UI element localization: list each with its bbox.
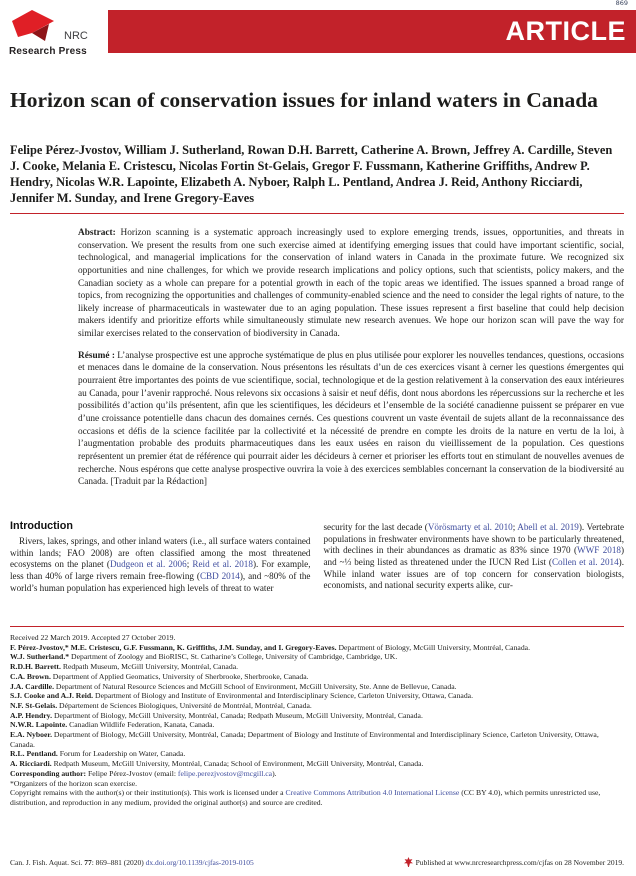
affiliation-author: R.L. Pentland.	[10, 749, 60, 759]
text-segment: ;	[512, 522, 518, 532]
text-segment: ;	[186, 559, 193, 570]
article-type-banner: ARTICLE	[108, 10, 636, 53]
inline-link[interactable]: dx.doi.org/10.1139/cjfas-2019-0105	[145, 858, 254, 867]
affiliation-author: E.A. Nyboer.	[10, 730, 54, 740]
intro-column-left	[10, 520, 311, 594]
bold-lead-text: Abstract:	[78, 228, 121, 238]
affiliation-detail: Redpath Museum, McGill University, Montréal, Canada; School of Environment, McGill University, Montréal, Canada.	[53, 759, 424, 769]
citation-link[interactable]: Reid et al. 2018	[192, 559, 253, 570]
organizers-footnote: *Organizers of the horizon scan exercise.	[10, 778, 138, 788]
footnotes-section	[10, 633, 624, 808]
affiliation-detail: Department of Zoology and BioRISC, St. Catharine’s College, University of Cambridge, Cambridge, UK.	[71, 652, 398, 662]
affiliation-entry	[10, 720, 624, 730]
abstract-paragraph	[78, 227, 624, 341]
text-segment: L’analyse prospective est une approche systématique de plus en plus utilisée pour explorer les nouvelles tendances, questions, occasions et menaces dans le domaine de la conservation. Nous présentons les résultats d’un de ces exercices visant à cerner les questions émergentes qui pourraient être importantes des points de vue scientifique, social, technologique et de la gestion relativement à la conservation des eaux intérieures au Canada, pour l’avenir rapproché. Nous relevons six occasions à saisir et neuf défis, dont nous abordons les répercussions sur la recherche et les possibilités d’action qu’ils présentent, afin que les scientifiques, les décideurs et l’ensemble de la société canadienne puissent se préparer en vue d’une croissance potentielle dans chacun des domaines cernés. Ces questions couvrent un vaste éventail de sujets allant de la reconnaissance des occasions et défis de la science facilitée par la collectivité et la nécessité de prendre en compte les droits de la nature en vertu de la loi, à l’augmentation probable des produits pharmaceutiques dans les eaux usées en raison du vieillissement de la population. Ces questions représentent un premier état de référence qui pourrait aider les décideurs à cerner et prioriser les efforts tout en stimulant de nouvelles avenues de recherche. Nous espérons que cette analyse prospective ouvrira la voie à des exercices semblables concernant la conservation de la biodiversité au Canada. [Traduit par la Rédaction]	[78, 350, 624, 488]
affiliation-entry	[10, 749, 624, 759]
affiliations-list	[10, 643, 624, 769]
affiliation-detail: Department of Biology, McGill University, Montréal, Canada.	[338, 642, 531, 652]
affiliation-author: C.A. Brown.	[10, 671, 53, 681]
bold-lead-text: 77	[84, 858, 92, 867]
affiliation-entry	[10, 672, 624, 682]
published-at-text: Published at www.nrcresearchpress.com/cjfas on 28 November 2019.	[415, 857, 624, 867]
text-segment: Copyright remains with the author(s) or their institution(s). This work is licensed under a	[10, 788, 286, 798]
bold-lead-text: Résumé :	[78, 350, 118, 361]
affiliation-author: N.F. St-Gelais.	[10, 700, 60, 710]
text-segment: Can. J. Fish. Aquat. Sci.	[10, 858, 85, 867]
divider-rule-footnotes	[10, 626, 624, 627]
text-segment: ). Vertebrate populations in freshwater environments have shown to be particularly threatened, with declines in their abundances as dramatic as 83% since 1970 (	[323, 522, 624, 556]
nrc-logo-mark	[8, 10, 64, 50]
affiliation-author: S.J. Cooke and A.J. Reid.	[10, 691, 96, 701]
citation-link[interactable]: Vörösmarty et al. 2010	[427, 522, 513, 532]
divider-rule-top	[10, 213, 624, 214]
author-list: Felipe Pérez-Jvostov, William J. Sutherland, Rowan D.H. Barrett, Catherine A. Brown, Jeffrey A. Cardille, Steven J. Cooke, Melania E. Cristescu, Nicolas Fortin St-Gelais, Gregor F. Fussmann, Katherine Griffiths, Andrew P. Hendry, Nicolas W.R. Lapointe, Elizabeth A. Nyboer, Ralph L. Pentland, Andrea J. Reid, Anthony Ricciardi, Jennifer M. Sunday, and Irene Gregory-Eaves	[10, 143, 613, 206]
corresponding-author-line	[10, 769, 624, 779]
bold-lead-text: Corresponding author:	[10, 768, 89, 778]
text-segment: ) and ~⅓ being listed as threatened under the IUCN Red List (	[323, 545, 624, 567]
text-segment: security for the last decade (	[323, 522, 428, 532]
affiliation-detail: Department of Biology, McGill University, Montréal, Canada; Redpath Museum, McGill University, Montréal, Canada.	[53, 710, 423, 720]
affiliation-author: J.A. Cardille.	[10, 681, 56, 691]
journal-citation	[10, 858, 254, 867]
intro-column-right	[324, 520, 625, 594]
publication-note	[404, 857, 624, 867]
affiliation-detail: Department of Biology, McGill University, Montréal, Canada; Department of Biology and Institute of Environmental and Interdisciplinary Science, Carleton University, Ottawa, Canada.	[10, 730, 599, 749]
text-segment: Rivers, lakes, springs, and other inland waters (i.e., all surface waters contained within lands; FAO 2008) are often classified among the most threatened ecosystems on the planet (	[10, 536, 311, 570]
affiliation-entry	[10, 643, 624, 653]
affiliation-detail: Forum for Leadership on Water, Canada.	[59, 749, 186, 759]
page-number: 869	[615, 0, 628, 7]
inline-link[interactable]: Creative Commons Attribution 4.0 International License	[285, 788, 460, 798]
affiliation-author: W.J. Sutherland.*	[10, 652, 72, 662]
citation-link[interactable]: CBD 2014	[199, 570, 240, 581]
affiliation-entry	[10, 759, 624, 769]
resume-paragraph	[78, 350, 624, 489]
affiliation-entry	[10, 682, 624, 692]
affiliation-detail: Department of Biology and Institute of Environmental and Interdisciplinary Science, Carleton University, Ottawa, Canada.	[95, 691, 474, 701]
affiliation-entry	[10, 730, 624, 749]
text-segment: Felipe Pérez-Jvostov (email:	[88, 768, 178, 778]
received-accepted-dates: Received 22 March 2019. Accepted 27 October 2019.	[10, 633, 176, 642]
citation-link[interactable]: WWF 2018	[577, 545, 621, 556]
logo-text-nrc: NRC	[64, 30, 88, 42]
affiliation-author: R.D.H. Barrett.	[10, 662, 63, 672]
affiliation-entry	[10, 652, 624, 662]
page-header	[0, 10, 636, 57]
text-segment: ). While inland water issues are of top concern for conservation biologists, economists, and national security experts alike, cur-	[323, 556, 624, 591]
intro-paragraph-right	[324, 522, 625, 592]
logo-text-research-press: Research Press	[9, 46, 87, 57]
text-segment: ).	[272, 768, 277, 778]
article-title: Horizon scan of conservation issues for inland waters in Canada	[10, 88, 598, 113]
affiliation-detail: Department of Natural Resource Sciences and McGill School of Environment, McGill University, Ste. Anne de Bellevue, Canada.	[55, 681, 457, 691]
affiliation-entry	[10, 711, 624, 721]
nrc-research-press-logo	[0, 10, 108, 62]
affiliation-author: N.W.R. Lapointe.	[10, 720, 70, 730]
affiliation-author: A. Ricciardi.	[10, 759, 54, 769]
citation-link[interactable]: Dudgeon et al. 2006	[109, 559, 187, 570]
affiliation-entry	[10, 662, 624, 672]
abstract-section	[78, 227, 624, 498]
affiliation-author: A.P. Hendry.	[10, 710, 54, 720]
affiliation-entry	[10, 691, 624, 701]
intro-paragraph-left	[10, 536, 311, 594]
introduction-section	[10, 520, 624, 594]
text-segment: ), and ~80% of the world’s human population has experienced high levels of threat to water	[10, 570, 311, 593]
text-segment: : 869–881 (2020)	[91, 858, 146, 867]
affiliation-entry	[10, 701, 624, 711]
page-footer	[10, 857, 624, 867]
copyright-notice	[10, 788, 624, 807]
affiliation-detail: Canadian Wildlife Federation, Kanata, Canada.	[69, 720, 215, 730]
affiliation-author: F. Pérez-Jvostov,* M.E. Cristescu, G.F. Fussmann, K. Griffiths, J.M. Sunday, and I. Gregory-Eaves.	[10, 642, 339, 652]
citation-link[interactable]: Abell et al. 2019	[517, 522, 579, 532]
text-segment: (CC BY 4.0), which permits unrestricted use, distribution, and reproduction in any medium, provided the original author(s) and source are credited.	[10, 788, 601, 807]
introduction-heading: Introduction	[10, 520, 73, 532]
text-segment: ). For example, less than 40% of large rivers remain free-flowing (	[10, 559, 311, 581]
affiliation-detail: Department of Applied Geomatics, University of Sherbrooke, Sherbrooke, Canada.	[52, 671, 309, 681]
text-segment: Horizon scanning is a systematic approach increasingly used to explore emerging trends, issues, opportunities, and threats in conservation. We present the results from one such exercise aimed at identifying emerging issues that could have important scientific, social, technological, and managerial implications for the conservation of inland waters in Canada in the proximate future. We recognized six opportunities and nine challenges, for which we provide research implications and policy options, such that scientists, policy makers, and the Canadian society as a whole can prepare for a potential growth in each of the topic areas we identified. The issues spanned a broad range of topics, from recognizing the opportunities and challenges of community-enabled science and the need to consider the legal rights of nature, to the likely increase of pharmaceuticals in wastewater due to an aging population. These issues represent a first baseline that could help decision makers identify and prioritize efforts while simultaneously stimulate new research avenues. We hope our horizon scan will pave the way for similar exercises related to the conservation of biodiversity in Canada.	[78, 228, 624, 340]
affiliation-detail: Département de Sciences Biologiques, Université de Montréal, Montréal, Canada.	[59, 700, 312, 710]
affiliation-detail: Redpath Museum, McGill University, Montréal, Canada.	[62, 662, 239, 672]
inline-link[interactable]: felipe.perezjvostov@mcgill.ca	[177, 768, 273, 778]
citation-link[interactable]: Collen et al. 2014	[551, 556, 619, 567]
maple-leaf-icon	[404, 857, 413, 867]
